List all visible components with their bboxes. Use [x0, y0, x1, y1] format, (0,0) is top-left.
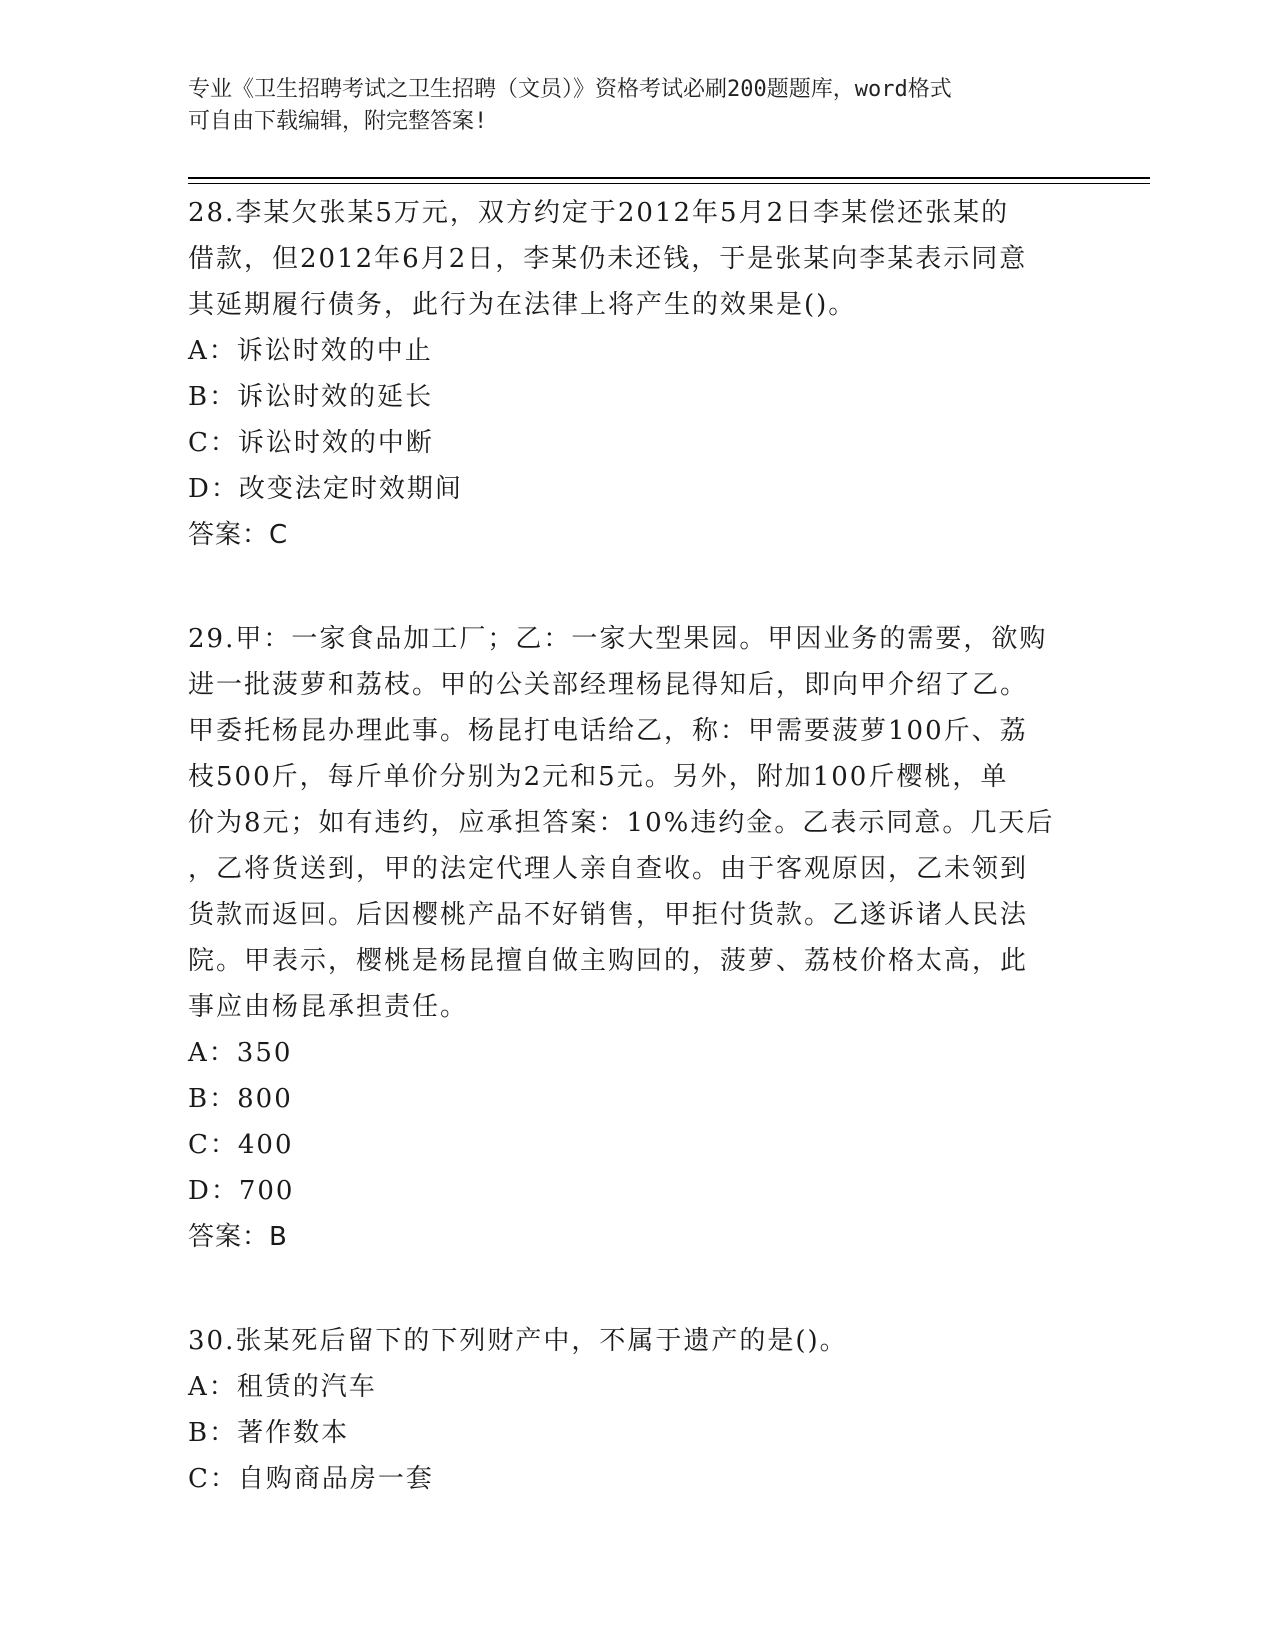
- answer: 答案：B: [188, 1222, 288, 1252]
- option-c: C：自购商品房一套: [188, 1464, 434, 1494]
- question-block: [188, 1318, 1088, 1502]
- option-a: A：诉讼时效的中止: [188, 336, 433, 366]
- question-text-line: 事应由杨昆承担责任。: [188, 992, 469, 1022]
- header-line-1: 专业《卫生招聘考试之卫生招聘（文员）》资格考试必刷200题题库，word格式: [188, 77, 952, 102]
- document-header: [188, 74, 1068, 138]
- question-text-line: 进一批菠萝和荔枝。甲的公关部经理杨昆得知后，即向甲介绍了乙。: [188, 670, 1029, 700]
- question-text-line: 借款，但2012年6月2日，李某仍未还钱，于是张某向李某表示同意: [188, 244, 1028, 274]
- option-b: B：著作数本: [188, 1418, 350, 1448]
- question-spacer: [188, 1260, 1088, 1318]
- question-text-line: 29.甲：一家食品加工厂；乙：一家大型果园。甲因业务的需要，欲购: [188, 624, 1048, 654]
- header-divider-thick: [188, 177, 1150, 179]
- question-text-line: 其延期履行债务，此行为在法律上将产生的效果是()。: [188, 290, 857, 320]
- header-line-2: 可自由下载编辑，附完整答案!: [188, 109, 488, 134]
- question-text-line: 价为8元；如有违约，应承担答案：10%违约金。乙表示同意。几天后: [188, 808, 1055, 838]
- option-a: A：350: [188, 1038, 293, 1068]
- question-block: [188, 190, 1088, 558]
- option-d: D：改变法定时效期间: [188, 474, 463, 504]
- question-text-line: 30.张某死后留下的下列财产中，不属于遗产的是()。: [188, 1326, 848, 1356]
- option-b: B：诉讼时效的延长: [188, 382, 434, 412]
- question-text-line: 院。甲表示，樱桃是杨昆擅自做主购回的，菠萝、荔枝价格太高，此: [188, 946, 1029, 976]
- option-c: C：诉讼时效的中断: [188, 428, 434, 458]
- option-b: B：800: [188, 1084, 293, 1114]
- question-list: [188, 190, 1088, 1502]
- option-c: C：400: [188, 1130, 294, 1160]
- question-text-line: 货款而返回。后因樱桃产品不好销售，甲拒付货款。乙遂诉诸人民法: [188, 900, 1029, 930]
- question-text-line: 甲委托杨昆办理此事。杨昆打电话给乙，称：甲需要菠萝100斤、荔: [188, 716, 1028, 746]
- header-divider-thin: [188, 183, 1150, 184]
- option-a: A：租赁的汽车: [188, 1372, 377, 1402]
- question-text-line: ，乙将货送到，甲的法定代理人亲自查收。由于客观原因，乙未领到: [188, 854, 1029, 884]
- question-spacer: [188, 558, 1088, 616]
- question-text-line: 28.李某欠张某5万元，双方约定于2012年5月2日李某偿还张某的: [188, 198, 1010, 228]
- option-d: D：700: [188, 1176, 295, 1206]
- question-block: [188, 616, 1088, 1260]
- answer: 答案：C: [188, 520, 289, 550]
- question-text-line: 枝500斤，每斤单价分别为2元和5元。另外，附加100斤樱桃，单: [188, 762, 1009, 792]
